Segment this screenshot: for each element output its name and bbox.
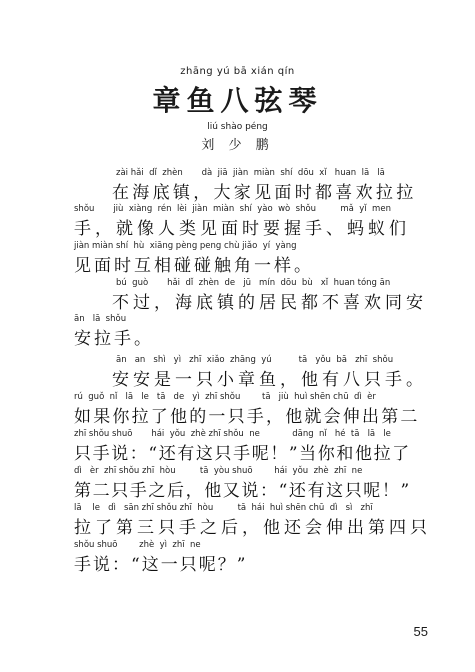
page-number: 55 bbox=[413, 624, 428, 639]
line-text: 在海底镇，大家见面时都喜欢拉拉 bbox=[112, 183, 417, 203]
line-pinyin: ān lā shǒu bbox=[74, 314, 127, 324]
line-text: 安安是一只小章鱼，他有八只手。 bbox=[112, 370, 427, 390]
line-pinyin: dì èr zhī shǒu zhī hòu tā yòu shuō hái yǒu zhè zhī ne bbox=[74, 466, 363, 476]
line-pinyin: bú guò hǎi dǐ zhèn de jū mín dōu bù xǐ huan tóng ān bbox=[116, 278, 391, 288]
line-text: 手说：“这一只呢？” bbox=[74, 555, 248, 575]
line-pinyin: rú guǒ nǐ lā le tā de yì zhī shǒu tā jiù huì shēn chū dì èr bbox=[74, 392, 376, 402]
line-text: 第二只手之后，他又说：“还有这只呢！” bbox=[74, 481, 411, 501]
author-name: 刘 少 鹏 bbox=[201, 138, 274, 153]
line-text: 不过，海底镇的居民都不喜欢同安 bbox=[112, 293, 427, 313]
line-pinyin: jiàn miàn shí hù xiāng pèng peng chù jiǎo yí yàng bbox=[74, 241, 297, 251]
line-text: 安拉手。 bbox=[74, 329, 154, 349]
title-pinyin: zhāng yú bā xián qín bbox=[180, 66, 295, 77]
line-text: 拉了第三只手之后，他还会伸出第四只 bbox=[74, 518, 431, 538]
line-text: 只手说：“还有这只手呢！”当你和他拉了 bbox=[74, 444, 411, 464]
line-text: 如果你拉了他的一只手，他就会伸出第二 bbox=[74, 407, 420, 427]
page-title: 章鱼八弦琴 bbox=[152, 84, 323, 117]
line-text: 见面时互相碰碰触角一样。 bbox=[74, 256, 314, 276]
author-pinyin: liú shào péng bbox=[207, 122, 268, 132]
line-text: 手，就像人类见面时要握手、蚂蚁们 bbox=[74, 219, 410, 239]
line-pinyin: shǒu shuō zhè yì zhī ne bbox=[74, 540, 201, 550]
line-pinyin: ān an shì yì zhī xiǎo zhāng yú tā yǒu bā zhī shǒu bbox=[116, 355, 394, 365]
line-pinyin: lā le dì sān zhī shǒu zhī hòu tā hái huì shēn chū dì sì zhī bbox=[74, 503, 373, 513]
line-pinyin: zhī shǒu shuō hái yǒu zhè zhī shǒu ne dāng nǐ hé tā lā le bbox=[74, 429, 391, 439]
line-pinyin: zài hǎi dǐ zhèn dà jiā jiàn miàn shí dōu xǐ huan lā lā bbox=[116, 168, 385, 178]
line-pinyin: shǒu jiù xiàng rén lèi jiàn miàn shí yào wò shǒu mǎ yǐ men bbox=[74, 204, 391, 214]
